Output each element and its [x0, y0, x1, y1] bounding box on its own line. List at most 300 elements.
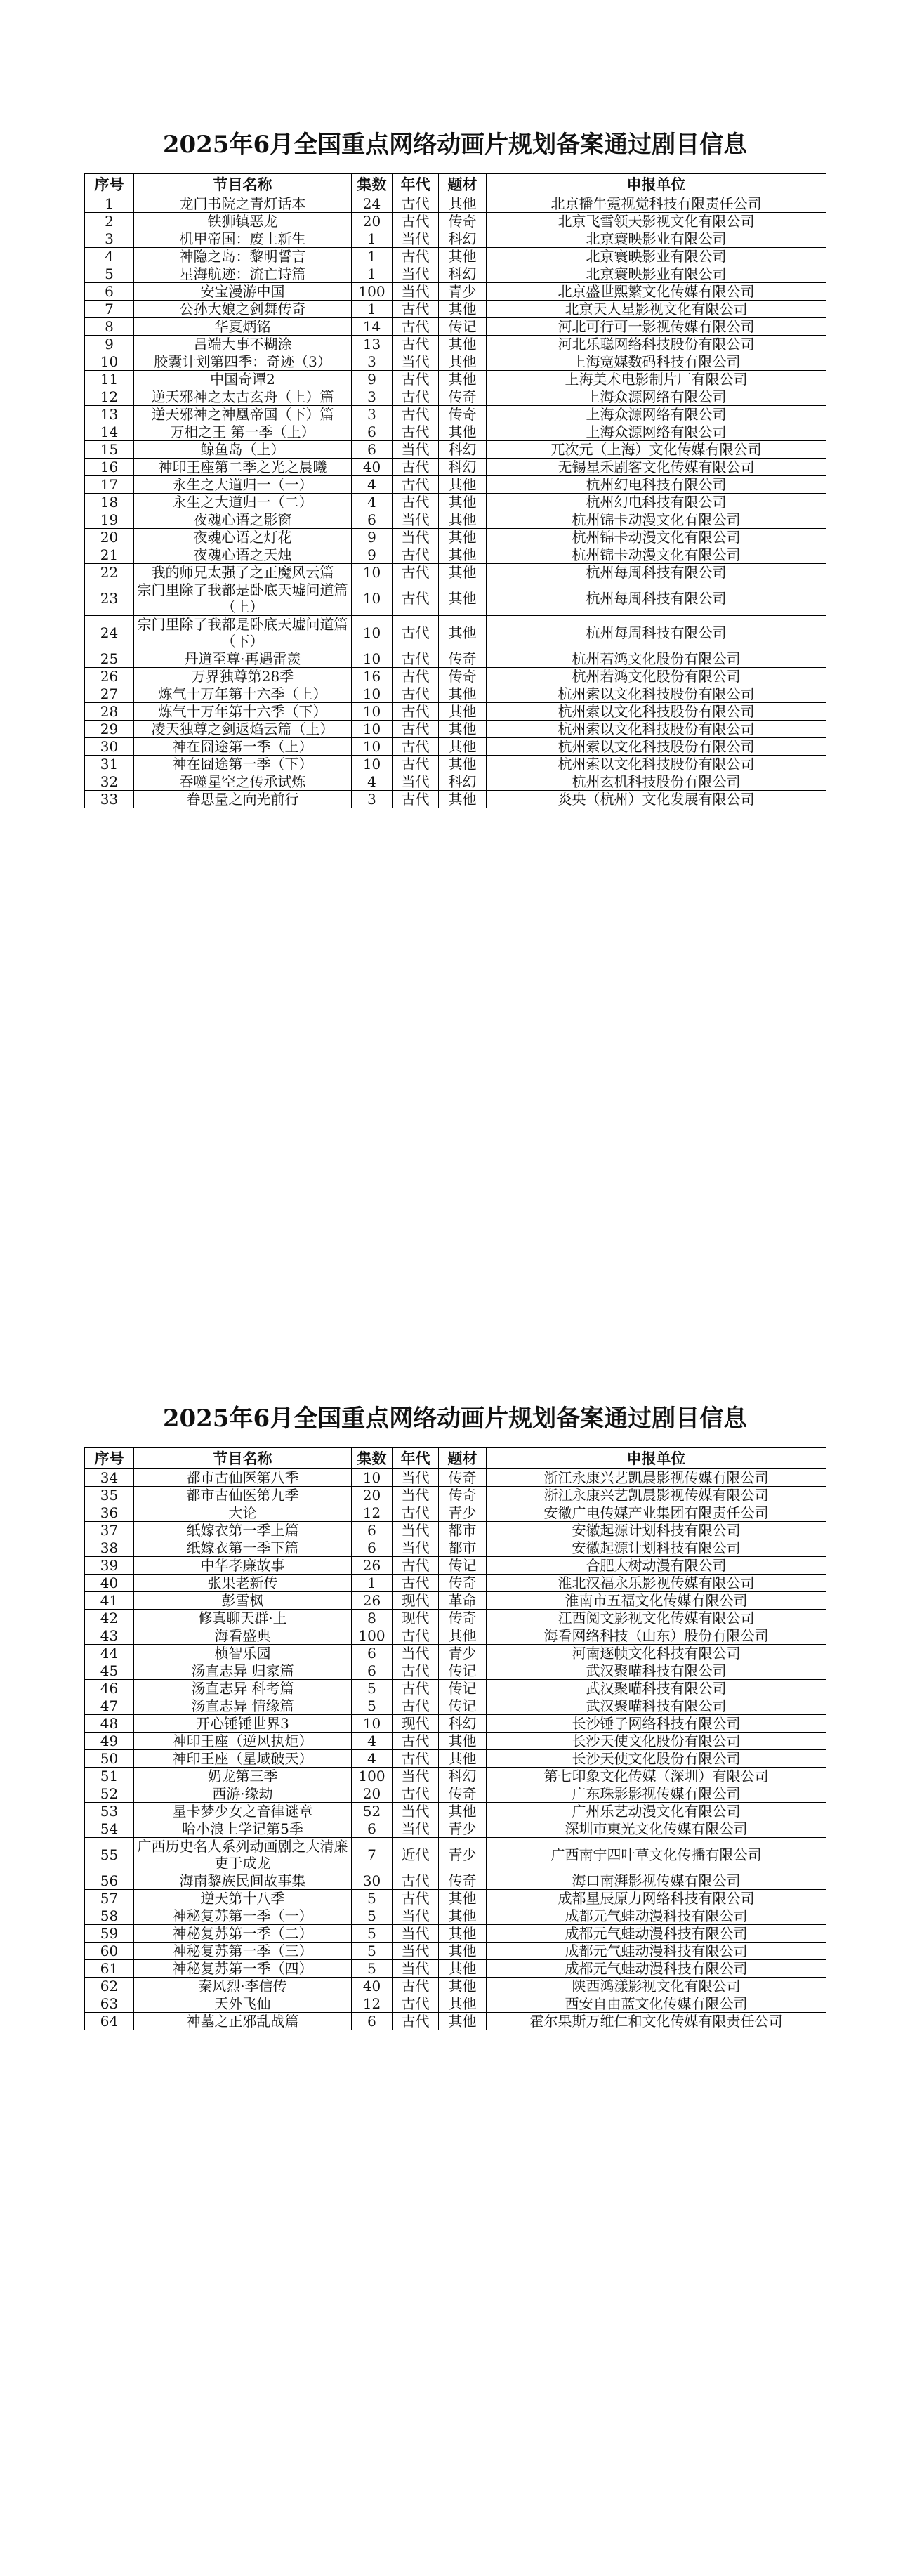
cell-genre: 其他 — [439, 791, 487, 808]
cell-applicant: 浙江永康兴艺凯晨影视传媒有限公司 — [487, 1487, 826, 1504]
cell-era: 当代 — [393, 1645, 439, 1662]
cell-index: 4 — [85, 248, 134, 265]
cell-applicant: 成都元气蛙动漫科技有限公司 — [487, 1925, 826, 1943]
cell-episodes: 13 — [352, 336, 393, 353]
cell-era: 当代 — [393, 1943, 439, 1960]
cell-program-name: 彭雪枫 — [134, 1592, 352, 1610]
cell-genre: 其他 — [439, 1733, 487, 1750]
cell-genre: 其他 — [439, 494, 487, 511]
cell-episodes: 1 — [352, 230, 393, 248]
cell-episodes: 10 — [352, 1715, 393, 1733]
cell-era: 当代 — [393, 1487, 439, 1504]
cell-applicant: 北京寰映影业有限公司 — [487, 248, 826, 265]
cell-applicant: 北京寰映影业有限公司 — [487, 265, 826, 283]
table-row — [85, 353, 826, 371]
table-row — [85, 476, 826, 494]
cell-applicant: 上海美术电影制片厂有限公司 — [487, 371, 826, 388]
table-row — [85, 1610, 826, 1627]
cell-era: 古代 — [393, 546, 439, 564]
cell-applicant: 北京天人星影视文化有限公司 — [487, 301, 826, 318]
cell-era: 古代 — [393, 336, 439, 353]
cell-era: 古代 — [393, 248, 439, 265]
cell-episodes: 40 — [352, 459, 393, 476]
cell-episodes: 4 — [352, 1750, 393, 1768]
cell-episodes: 7 — [352, 1838, 393, 1872]
cell-era: 古代 — [393, 791, 439, 808]
cell-episodes: 3 — [352, 791, 393, 808]
cell-applicant: 兀次元（上海）文化传媒有限公司 — [487, 441, 826, 459]
cell-index: 35 — [85, 1487, 134, 1504]
cell-episodes: 3 — [352, 388, 393, 406]
cell-genre: 其他 — [439, 1907, 487, 1925]
cell-genre: 青少 — [439, 283, 487, 301]
cell-index: 55 — [85, 1838, 134, 1872]
cell-era: 古代 — [393, 721, 439, 738]
cell-genre: 传奇 — [439, 1785, 487, 1803]
cell-era: 当代 — [393, 1469, 439, 1487]
page-title: 2025年6月全国重点网络动画片规划备案通过剧目信息 — [162, 131, 748, 159]
cell-index: 54 — [85, 1820, 134, 1838]
cell-episodes: 1 — [352, 1575, 393, 1592]
cell-applicant: 北京播牛霓视觉科技有限责任公司 — [487, 195, 826, 213]
cell-applicant: 海口南湃影视传媒有限公司 — [487, 1872, 826, 1890]
cell-program-name: 秦风烈·李信传 — [134, 1978, 352, 1995]
cell-index: 22 — [85, 564, 134, 581]
cell-genre: 传记 — [439, 318, 487, 336]
cell-genre: 科幻 — [439, 265, 487, 283]
cell-episodes: 1 — [352, 301, 393, 318]
cell-era: 当代 — [393, 529, 439, 546]
cell-episodes: 10 — [352, 650, 393, 668]
header-episodes: 集数 — [352, 174, 393, 195]
cell-index: 47 — [85, 1697, 134, 1715]
cell-applicant: 广东珠影影视传媒有限公司 — [487, 1785, 826, 1803]
cell-era: 古代 — [393, 1575, 439, 1592]
cell-index: 26 — [85, 668, 134, 685]
cell-genre: 其他 — [439, 1995, 487, 2013]
table-row — [85, 1680, 826, 1697]
table-row — [85, 564, 826, 581]
cell-program-name: 逆天邪神之神凰帝国（下）篇 — [134, 406, 352, 423]
table-row — [85, 685, 826, 703]
cell-index: 64 — [85, 2013, 134, 2030]
table-row — [85, 371, 826, 388]
cell-index: 59 — [85, 1925, 134, 1943]
cell-genre: 传记 — [439, 1697, 487, 1715]
cell-index: 3 — [85, 230, 134, 248]
cell-episodes: 10 — [352, 581, 393, 616]
cell-genre: 其他 — [439, 371, 487, 388]
cell-episodes: 6 — [352, 511, 393, 529]
cell-index: 20 — [85, 529, 134, 546]
table-row — [85, 1768, 826, 1785]
cell-episodes: 6 — [352, 423, 393, 441]
cell-index: 56 — [85, 1872, 134, 1890]
cell-era: 古代 — [393, 564, 439, 581]
cell-index: 30 — [85, 738, 134, 756]
cell-genre: 传奇 — [439, 1610, 487, 1627]
cell-era: 古代 — [393, 459, 439, 476]
header-applicant: 申报单位 — [487, 1448, 826, 1469]
document-page-2 — [84, 1399, 826, 2030]
table-row — [85, 1662, 826, 1680]
cell-index: 9 — [85, 336, 134, 353]
cell-genre: 科幻 — [439, 1768, 487, 1785]
table-row — [85, 1557, 826, 1575]
cell-index: 17 — [85, 476, 134, 494]
table-row — [85, 1645, 826, 1662]
cell-episodes: 10 — [352, 721, 393, 738]
table-row — [85, 283, 826, 301]
cell-applicant: 上海众源网络有限公司 — [487, 423, 826, 441]
cell-era: 当代 — [393, 1539, 439, 1557]
cell-program-name: 丹道至尊·再遇雷羡 — [134, 650, 352, 668]
cell-genre: 其他 — [439, 756, 487, 773]
cell-index: 62 — [85, 1978, 134, 1995]
cell-applicant: 杭州锦卡动漫文化有限公司 — [487, 511, 826, 529]
cell-index: 39 — [85, 1557, 134, 1575]
cell-program-name: 神秘复苏第一季（一） — [134, 1907, 352, 1925]
cell-program-name: 胶囊计划第四季：奇迹（3） — [134, 353, 352, 371]
table-row — [85, 546, 826, 564]
cell-episodes: 12 — [352, 1995, 393, 2013]
cell-era: 古代 — [393, 1504, 439, 1522]
header-era: 年代 — [393, 1448, 439, 1469]
cell-applicant: 杭州索以文化科技股份有限公司 — [487, 703, 826, 721]
cell-program-name: 永生之大道归一（二） — [134, 494, 352, 511]
cell-genre: 其他 — [439, 248, 487, 265]
cell-program-name: 铁狮镇恶龙 — [134, 213, 352, 230]
cell-era: 古代 — [393, 1680, 439, 1697]
cell-index: 12 — [85, 388, 134, 406]
cell-episodes: 10 — [352, 703, 393, 721]
cell-episodes: 4 — [352, 494, 393, 511]
cell-era: 古代 — [393, 494, 439, 511]
header-era: 年代 — [393, 174, 439, 195]
header-applicant: 申报单位 — [487, 174, 826, 195]
cell-program-name: 张果老新传 — [134, 1575, 352, 1592]
cell-era: 古代 — [393, 301, 439, 318]
cell-applicant: 海看网络科技（山东）股份有限公司 — [487, 1627, 826, 1645]
cell-program-name: 神隐之岛：黎明誓言 — [134, 248, 352, 265]
cell-index: 8 — [85, 318, 134, 336]
cell-index: 32 — [85, 773, 134, 791]
cell-genre: 传记 — [439, 1662, 487, 1680]
cell-index: 43 — [85, 1627, 134, 1645]
cell-program-name: 海南黎族民间故事集 — [134, 1872, 352, 1890]
cell-index: 33 — [85, 791, 134, 808]
cell-episodes: 14 — [352, 318, 393, 336]
cell-episodes: 10 — [352, 756, 393, 773]
cell-episodes: 6 — [352, 1645, 393, 1662]
cell-applicant: 杭州每周科技有限公司 — [487, 581, 826, 616]
cell-genre: 传奇 — [439, 406, 487, 423]
cell-applicant: 炎央（杭州）文化发展有限公司 — [487, 791, 826, 808]
cell-era: 当代 — [393, 1907, 439, 1925]
page-title: 2025年6月全国重点网络动画片规划备案通过剧目信息 — [162, 1405, 748, 1433]
table-row — [85, 301, 826, 318]
cell-applicant: 安徽广电传媒产业集团有限责任公司 — [487, 1504, 826, 1522]
header-episodes: 集数 — [352, 1448, 393, 1469]
cell-program-name: 眷思量之向光前行 — [134, 791, 352, 808]
cell-genre: 其他 — [439, 721, 487, 738]
cell-applicant: 武汉聚喵科技有限公司 — [487, 1680, 826, 1697]
cell-episodes: 4 — [352, 476, 393, 494]
cell-era: 古代 — [393, 1995, 439, 2013]
cell-episodes: 100 — [352, 1768, 393, 1785]
cell-index: 36 — [85, 1504, 134, 1522]
table-row — [85, 1785, 826, 1803]
cell-applicant: 杭州锦卡动漫文化有限公司 — [487, 546, 826, 564]
cell-genre: 青少 — [439, 1838, 487, 1872]
cell-program-name: 纸嫁衣第一季上篇 — [134, 1522, 352, 1539]
cell-applicant: 霍尔果斯万维仁和文化传媒有限责任公司 — [487, 2013, 826, 2030]
cell-episodes: 5 — [352, 1960, 393, 1978]
cell-program-name: 神印王座第二季之光之晨曦 — [134, 459, 352, 476]
cell-genre: 其他 — [439, 738, 487, 756]
cell-era: 现代 — [393, 1715, 439, 1733]
cell-applicant: 杭州索以文化科技股份有限公司 — [487, 756, 826, 773]
document-page-1 — [84, 125, 826, 808]
cell-program-name: 安宝漫游中国 — [134, 283, 352, 301]
cell-genre: 其他 — [439, 1960, 487, 1978]
table-row — [85, 336, 826, 353]
cell-program-name: 汤直志异 科考篇 — [134, 1680, 352, 1697]
table-row — [85, 1907, 826, 1925]
cell-program-name: 开心锤锤世界3 — [134, 1715, 352, 1733]
table-row — [85, 650, 826, 668]
cell-episodes: 6 — [352, 1820, 393, 1838]
cell-program-name: 汤直志异 归家篇 — [134, 1662, 352, 1680]
table-row — [85, 1820, 826, 1838]
table-row — [85, 1925, 826, 1943]
table-row — [85, 1750, 826, 1768]
cell-program-name: 修真聊天群·上 — [134, 1610, 352, 1627]
table-row — [85, 1469, 826, 1487]
cell-applicant: 杭州幻电科技有限公司 — [487, 494, 826, 511]
cell-program-name: 都市古仙医第八季 — [134, 1469, 352, 1487]
table-row — [85, 1575, 826, 1592]
table-row — [85, 738, 826, 756]
cell-applicant: 河北乐聪网络科技股份有限公司 — [487, 336, 826, 353]
header-program-name: 节目名称 — [134, 174, 352, 195]
table-row — [85, 791, 826, 808]
cell-program-name: 哈小浪上学记第5季 — [134, 1820, 352, 1838]
cell-index: 2 — [85, 213, 134, 230]
cell-program-name: 夜魂心语之天烛 — [134, 546, 352, 564]
cell-program-name: 神在囧途第一季（上） — [134, 738, 352, 756]
cell-program-name: 西游·缘劫 — [134, 1785, 352, 1803]
cell-program-name: 夜魂心语之影窗 — [134, 511, 352, 529]
cell-program-name: 桢智乐园 — [134, 1645, 352, 1662]
cell-genre: 其他 — [439, 195, 487, 213]
cell-index: 21 — [85, 546, 134, 564]
cell-index: 53 — [85, 1803, 134, 1820]
cell-genre: 其他 — [439, 336, 487, 353]
cell-applicant: 安徽起源计划科技有限公司 — [487, 1522, 826, 1539]
cell-genre: 科幻 — [439, 1715, 487, 1733]
cell-applicant: 杭州索以文化科技股份有限公司 — [487, 738, 826, 756]
cell-genre: 其他 — [439, 564, 487, 581]
cell-program-name: 星海航迹：流亡诗篇 — [134, 265, 352, 283]
cell-era: 古代 — [393, 1785, 439, 1803]
cell-era: 古代 — [393, 1697, 439, 1715]
cell-program-name: 神秘复苏第一季（四） — [134, 1960, 352, 1978]
table-header-row — [85, 174, 826, 195]
cell-applicant: 杭州每周科技有限公司 — [487, 616, 826, 650]
cell-applicant: 长沙天使文化股份有限公司 — [487, 1750, 826, 1768]
cell-genre: 青少 — [439, 1645, 487, 1662]
table-row — [85, 406, 826, 423]
cell-era: 古代 — [393, 581, 439, 616]
cell-index: 41 — [85, 1592, 134, 1610]
cell-index: 15 — [85, 441, 134, 459]
table-row — [85, 248, 826, 265]
table-row — [85, 1487, 826, 1504]
cell-genre: 都市 — [439, 1539, 487, 1557]
cell-index: 28 — [85, 703, 134, 721]
cell-applicant: 广州乐艺动漫文化有限公司 — [487, 1803, 826, 1820]
cell-genre: 其他 — [439, 529, 487, 546]
cell-episodes: 5 — [352, 1890, 393, 1907]
table-row — [85, 668, 826, 685]
table-row — [85, 388, 826, 406]
table-header-row — [85, 1448, 826, 1469]
table-row — [85, 1890, 826, 1907]
cell-applicant: 杭州锦卡动漫文化有限公司 — [487, 529, 826, 546]
cell-program-name: 宗门里除了我都是卧底天墟问道篇（上） — [134, 581, 352, 616]
cell-genre: 传记 — [439, 1680, 487, 1697]
cell-index: 57 — [85, 1890, 134, 1907]
cell-genre: 其他 — [439, 301, 487, 318]
table-row — [85, 1697, 826, 1715]
table-row — [85, 1960, 826, 1978]
cell-episodes: 4 — [352, 1733, 393, 1750]
cell-applicant: 成都星辰原力网络科技有限公司 — [487, 1890, 826, 1907]
cell-program-name: 海看盛典 — [134, 1627, 352, 1645]
cell-applicant: 陕西鸿漾影视文化有限公司 — [487, 1978, 826, 1995]
table-row — [85, 494, 826, 511]
registry-table — [84, 173, 826, 808]
cell-applicant: 淮南市五福文化传媒有限公司 — [487, 1592, 826, 1610]
cell-era: 古代 — [393, 1662, 439, 1680]
cell-applicant: 杭州若鸿文化股份有限公司 — [487, 650, 826, 668]
cell-program-name: 神在囧途第一季（下） — [134, 756, 352, 773]
cell-episodes: 5 — [352, 1943, 393, 1960]
cell-program-name: 宗门里除了我都是卧底天墟问道篇（下） — [134, 616, 352, 650]
cell-index: 13 — [85, 406, 134, 423]
cell-episodes: 3 — [352, 353, 393, 371]
cell-era: 当代 — [393, 230, 439, 248]
cell-genre: 其他 — [439, 703, 487, 721]
cell-index: 52 — [85, 1785, 134, 1803]
cell-episodes: 10 — [352, 685, 393, 703]
cell-era: 古代 — [393, 756, 439, 773]
cell-era: 当代 — [393, 1803, 439, 1820]
cell-applicant: 合肥大树动漫有限公司 — [487, 1557, 826, 1575]
cell-era: 当代 — [393, 265, 439, 283]
cell-index: 51 — [85, 1768, 134, 1785]
cell-genre: 其他 — [439, 1925, 487, 1943]
cell-era: 古代 — [393, 1872, 439, 1890]
cell-episodes: 6 — [352, 2013, 393, 2030]
cell-episodes: 24 — [352, 195, 393, 213]
cell-era: 古代 — [393, 1978, 439, 1995]
cell-applicant: 北京盛世熙繁文化传媒有限公司 — [487, 283, 826, 301]
cell-era: 古代 — [393, 616, 439, 650]
table-row — [85, 1504, 826, 1522]
cell-genre: 科幻 — [439, 459, 487, 476]
cell-applicant: 第七印象文化传媒（深圳）有限公司 — [487, 1768, 826, 1785]
table-row — [85, 2013, 826, 2030]
cell-era: 当代 — [393, 1820, 439, 1838]
cell-episodes: 10 — [352, 738, 393, 756]
cell-applicant: 淮北汉福永乐影视传媒有限公司 — [487, 1575, 826, 1592]
cell-index: 5 — [85, 265, 134, 283]
cell-index: 6 — [85, 283, 134, 301]
cell-genre: 其他 — [439, 1627, 487, 1645]
cell-index: 25 — [85, 650, 134, 668]
cell-genre: 传奇 — [439, 650, 487, 668]
cell-applicant: 上海众源网络有限公司 — [487, 388, 826, 406]
cell-era: 现代 — [393, 1610, 439, 1627]
cell-genre: 其他 — [439, 616, 487, 650]
cell-genre: 传奇 — [439, 1487, 487, 1504]
cell-episodes: 26 — [352, 1557, 393, 1575]
cell-genre: 其他 — [439, 546, 487, 564]
cell-index: 24 — [85, 616, 134, 650]
cell-index: 63 — [85, 1995, 134, 2013]
cell-genre: 青少 — [439, 1504, 487, 1522]
cell-episodes: 8 — [352, 1610, 393, 1627]
cell-episodes: 9 — [352, 371, 393, 388]
cell-era: 当代 — [393, 1768, 439, 1785]
cell-applicant: 西安自由蓝文化传媒有限公司 — [487, 1995, 826, 2013]
cell-index: 18 — [85, 494, 134, 511]
cell-genre: 传奇 — [439, 388, 487, 406]
cell-program-name: 鲸鱼岛（上） — [134, 441, 352, 459]
cell-index: 34 — [85, 1469, 134, 1487]
cell-index: 1 — [85, 195, 134, 213]
cell-era: 古代 — [393, 650, 439, 668]
table-row — [85, 459, 826, 476]
cell-applicant: 长沙锤子网络科技有限公司 — [487, 1715, 826, 1733]
cell-era: 古代 — [393, 1733, 439, 1750]
cell-episodes: 3 — [352, 406, 393, 423]
cell-index: 58 — [85, 1907, 134, 1925]
cell-program-name: 龙门书院之青灯话本 — [134, 195, 352, 213]
header-genre: 题材 — [439, 1448, 487, 1469]
cell-program-name: 逆天邪神之太古玄舟（上）篇 — [134, 388, 352, 406]
cell-era: 古代 — [393, 668, 439, 685]
table-row — [85, 1838, 826, 1872]
cell-era: 古代 — [393, 1627, 439, 1645]
registry-table — [84, 1447, 826, 2030]
cell-program-name: 奶龙第三季 — [134, 1768, 352, 1785]
cell-index: 60 — [85, 1943, 134, 1960]
table-row — [85, 1943, 826, 1960]
cell-applicant: 河北可行可一影视传媒有限公司 — [487, 318, 826, 336]
header-index: 序号 — [85, 174, 134, 195]
table-row — [85, 230, 826, 248]
cell-program-name: 都市古仙医第九季 — [134, 1487, 352, 1504]
cell-program-name: 公孙大娘之剑舞传奇 — [134, 301, 352, 318]
cell-program-name: 神秘复苏第一季（三） — [134, 1943, 352, 1960]
cell-genre: 科幻 — [439, 230, 487, 248]
cell-genre: 其他 — [439, 1943, 487, 1960]
cell-genre: 科幻 — [439, 441, 487, 459]
cell-era: 古代 — [393, 195, 439, 213]
